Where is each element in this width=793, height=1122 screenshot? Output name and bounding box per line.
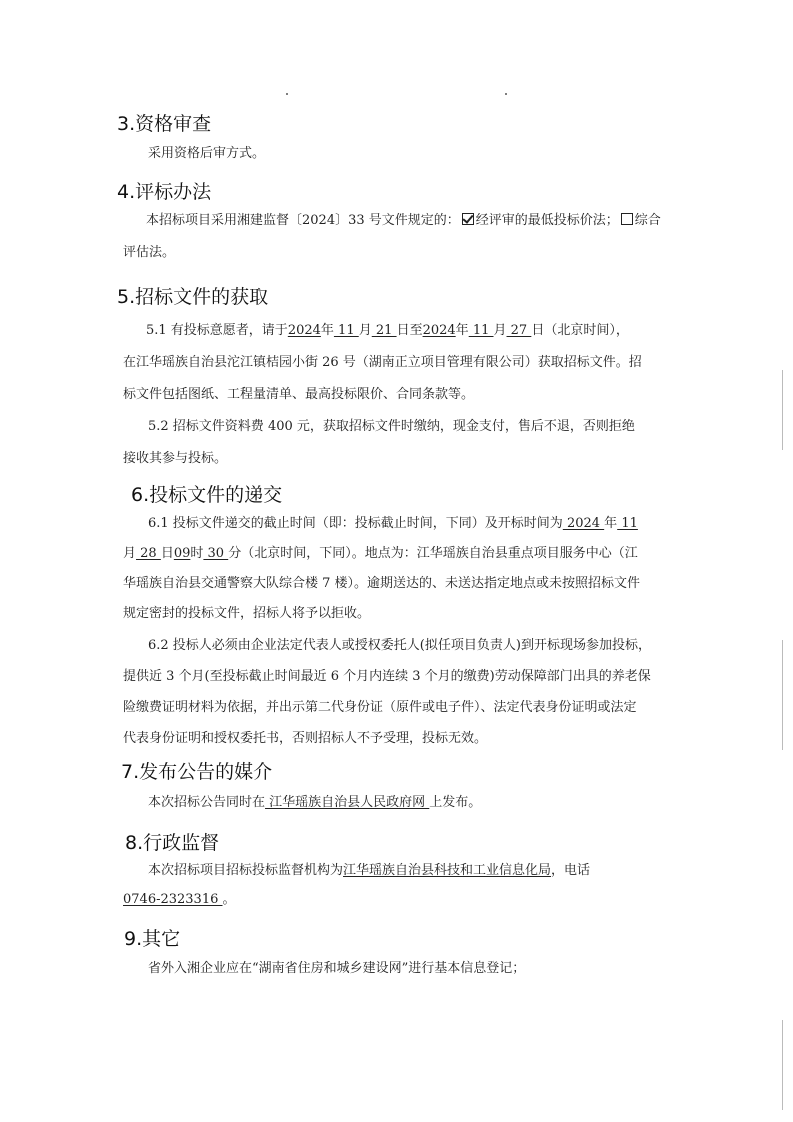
text-segment: 时	[190, 546, 204, 561]
text-segment: 日（北京时间），	[531, 323, 629, 338]
supervision-agency: 江华瑶族自治县科技和工业信息化局	[343, 863, 552, 878]
section-8-text-line2	[123, 891, 236, 909]
section-4-heading: 4.评标办法	[117, 181, 212, 203]
text-segment: 6.1 投标文件递交的截止时间（即：投标截止时间，下同）及开标时间为	[148, 516, 563, 531]
text-segment: 日	[160, 546, 174, 561]
section-5-2-line2: 接收其参与投标。	[123, 451, 228, 466]
checked-checkbox-icon	[462, 213, 474, 225]
text-segment: 分（北京时间，下同）。地点为：江华瑶族自治县重点项目服务中心（江	[228, 546, 638, 561]
deadline-year: 2024	[562, 516, 605, 531]
section-6-2-line3: 险缴费证明材料为依据，并出示第二代身份证（原件或电子件）、法定代表身份证明或法定	[123, 700, 637, 715]
scan-speck	[505, 93, 507, 95]
deadline-month: 11	[617, 516, 638, 531]
section-7-text	[148, 794, 481, 812]
end-year: 2024	[422, 323, 456, 338]
start-day: 21	[371, 323, 397, 338]
section-8-heading: 8.行政监督	[125, 832, 220, 854]
section-6-1-line3: 华瑶族自治县交通警察大队综合楼 7 楼）。逾期送达的、未送达指定地点或未按照招标文件	[123, 576, 641, 591]
deadline-hour: 09	[173, 546, 191, 561]
section-3-heading: 3.资格审查	[117, 113, 212, 135]
section-8-text-line1	[148, 862, 590, 880]
section-9-text: 省外入湘企业应在“湖南省住房和城乡建设网”进行基本信息登记；	[148, 961, 526, 976]
text-segment: ，电话	[551, 863, 591, 878]
supervision-phone: 0746-2323316	[123, 892, 223, 907]
text-segment: 日至	[396, 323, 423, 338]
scan-edge-line	[782, 640, 783, 750]
section-6-heading: 6.投标文件的递交	[131, 484, 283, 506]
text-segment: 年	[455, 323, 469, 338]
section-5-heading: 5.招标文件的获取	[117, 286, 269, 308]
section-5-1-line1	[146, 322, 629, 340]
section-7-heading: 7.发布公告的媒介	[121, 761, 273, 783]
start-month: 11	[333, 323, 359, 338]
section-5-2-line1: 5.2 招标文件资料费 400 元，获取招标文件时缴纳，现金支付，售后不退，否则拒绝	[148, 419, 635, 434]
deadline-minute: 30	[203, 546, 229, 561]
text-segment: 本次招标项目招标投标监督机构为	[148, 863, 344, 878]
option-comprehensive-label: 综合	[634, 213, 661, 228]
section-4-text-prefix: 本招标项目采用湘建监督〔2024〕33 号文件规定的：	[146, 213, 460, 228]
section-6-1-line4: 规定密封的投标文件，招标人将予以拒收。	[123, 606, 371, 621]
end-month: 11	[468, 323, 494, 338]
text-segment: 年	[320, 323, 334, 338]
unchecked-checkbox-icon	[621, 213, 633, 225]
text-segment: 本次招标公告同时在	[148, 795, 266, 810]
scan-speck	[286, 93, 288, 95]
text-segment: 月	[493, 323, 507, 338]
section-6-1-line2	[123, 545, 638, 563]
section-6-2-line2: 提供近 3 个月(至投标截止时间最近 6 个月内连续 3 个月的缴费)劳动保障部门出具的养老保	[123, 669, 651, 684]
publication-media: 江华瑶族自治县人民政府网	[265, 795, 430, 810]
text-segment: 。	[222, 892, 236, 907]
end-day: 27	[506, 323, 532, 338]
section-6-2-line1: 6.2 投标人必须由企业法定代表人或授权委托人(拟任项目负责人)到开标现场参加投标，	[148, 638, 651, 653]
text-segment: 年	[604, 516, 618, 531]
scan-edge-line	[782, 370, 783, 450]
scan-edge-line	[782, 1020, 783, 1110]
section-5-1-line3: 标文件包括图纸、工程量清单、最高投标限价、合同条款等。	[123, 387, 475, 402]
section-4-text-line2: 评估法。	[123, 245, 176, 260]
section-6-1-line1	[148, 515, 638, 533]
text-segment: 5.1 有投标意愿者，请于	[146, 323, 288, 338]
section-5-1-line2: 在江华瑶族自治县沱江镇桔园小街 26 号（湖南正立项目管理有限公司）获取招标文件。招	[123, 355, 642, 370]
text-segment: 上发布。	[429, 795, 482, 810]
option-lowest-price-label: 经评审的最低投标价法；	[475, 213, 619, 228]
text-segment: 月	[123, 546, 137, 561]
section-4-text	[146, 212, 661, 230]
text-segment: 月	[358, 323, 372, 338]
section-9-heading: 9.其它	[124, 928, 181, 950]
start-year: 2024	[287, 323, 321, 338]
deadline-day: 28	[136, 546, 161, 561]
section-3-text: 采用资格后审方式。	[148, 146, 266, 161]
section-6-2-line4: 代表身份证明和授权委托书，否则招标人不予受理，投标无效。	[123, 731, 488, 746]
